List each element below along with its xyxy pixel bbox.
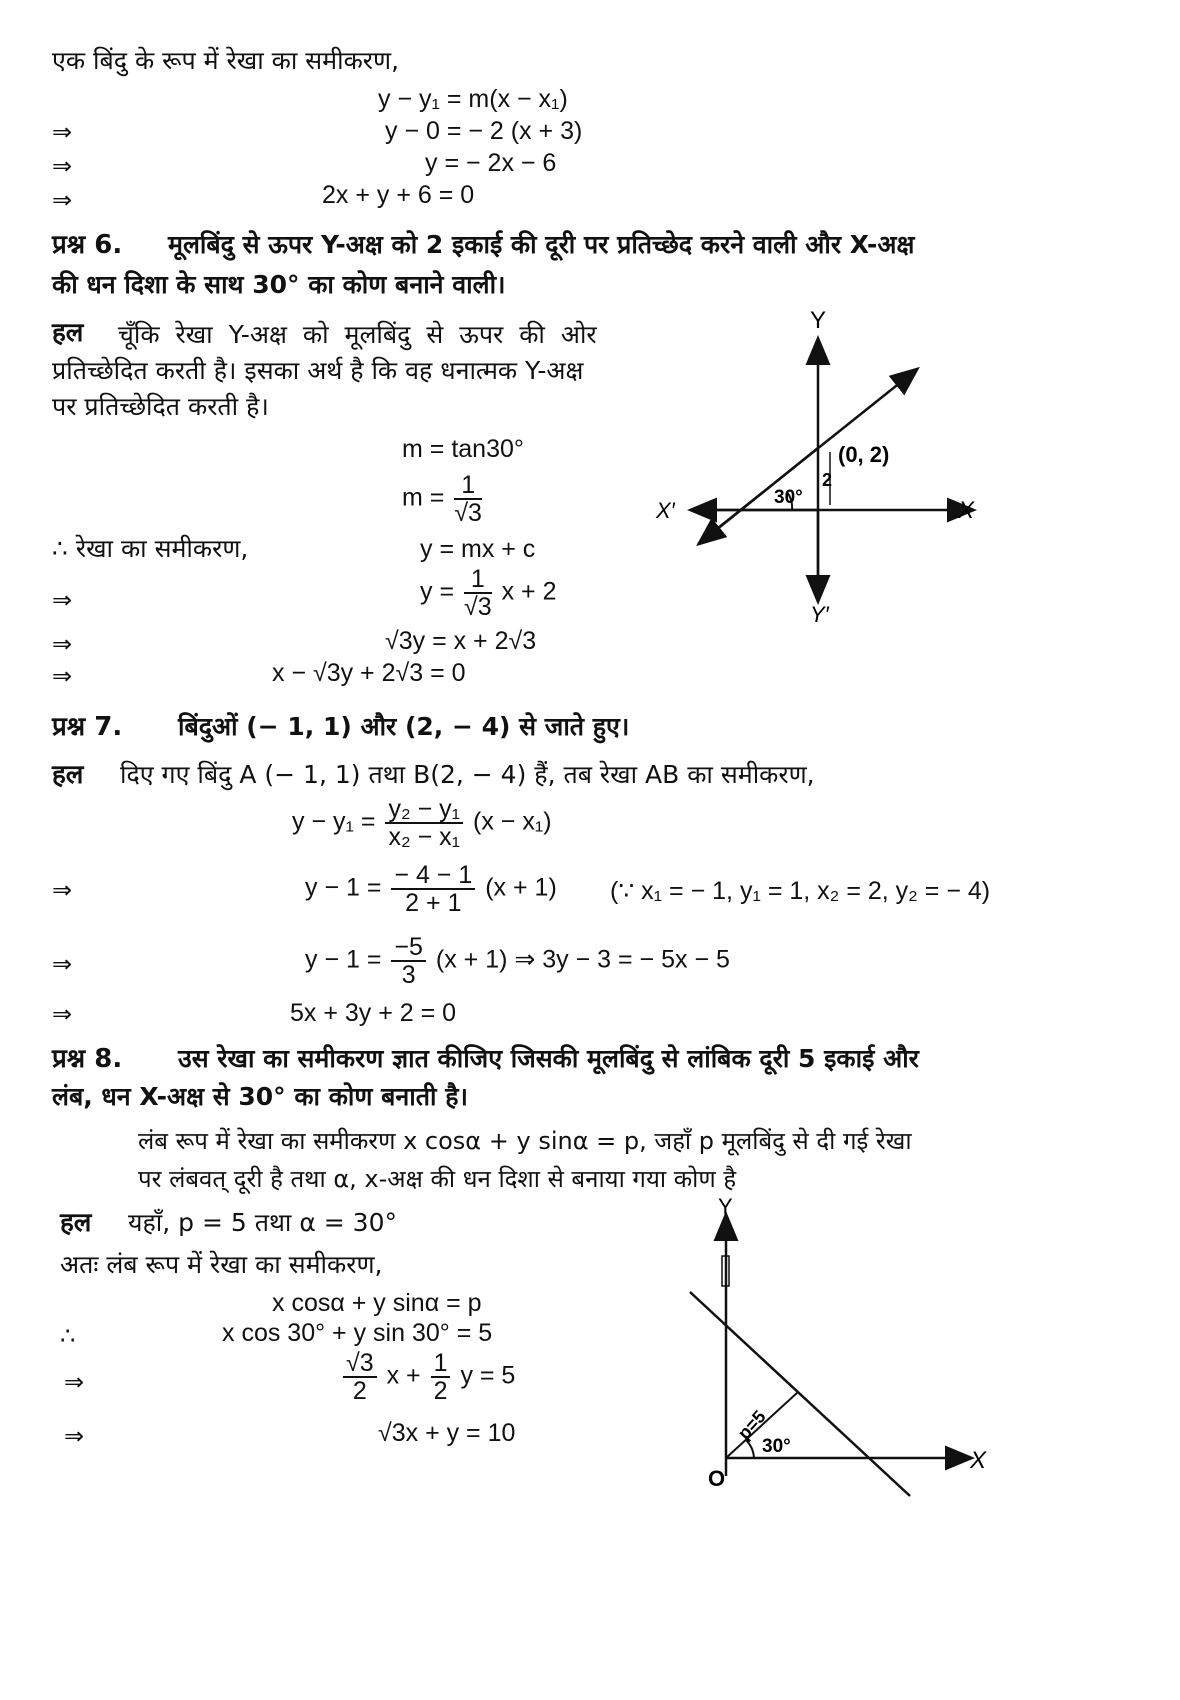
equation: m = tan30°: [402, 435, 524, 463]
equation: y − y₁ = m(x − x₁): [378, 85, 568, 113]
implies-icon: ⇒: [52, 876, 73, 904]
equation: √3y = x + 2√3: [385, 627, 537, 655]
solution-label: हल: [52, 760, 84, 790]
fraction-numerator: y₂ − y₁: [385, 796, 463, 824]
question-text: मूलबिंदु से ऊपर Y-अक्ष को 2 इकाई की दूरी पर प्रतिच्छेद करने वाली और X-अक्ष: [168, 230, 915, 259]
solution-text: दिए गए बिंदु A (− 1, 1) तथा B(2, − 4) हैं, तब रेखा AB का समीकरण,: [120, 760, 815, 789]
solution-label: हल: [60, 1208, 92, 1238]
equation-lhs: y − 1 =: [305, 945, 382, 974]
equation: y = − 2x − 6: [425, 149, 557, 177]
x-axis-label: X: [958, 497, 975, 524]
fraction: [431, 1350, 451, 1404]
implies-icon: ⇒: [64, 1368, 85, 1396]
equation: x cosα + y sinα = p: [272, 1289, 482, 1317]
equation: √3x + y = 10: [378, 1419, 516, 1447]
angle-label: 30°: [762, 1436, 791, 1457]
question-label: प्रश्न 6.: [52, 230, 123, 260]
solution-text: ∴ रेखा का समीकरण,: [52, 534, 249, 563]
implies-icon: ⇒: [52, 1000, 73, 1028]
equation: [340, 1350, 515, 1404]
equation-lhs: y − y₁ =: [292, 807, 376, 836]
fraction-denominator: x₂ − x₁: [388, 823, 461, 851]
fraction: [391, 934, 426, 988]
solution-text: अतः लंब रूप में रेखा का समीकरण,: [60, 1250, 383, 1279]
equation: [292, 796, 552, 850]
equation-rhs: (x − x₁): [473, 807, 552, 836]
solution-text: पर प्रतिच्छेदित करती है।: [52, 392, 269, 421]
fraction: [391, 862, 475, 916]
implies-icon: ⇒: [52, 950, 73, 978]
fraction-numerator: √3: [343, 1350, 377, 1378]
fraction: [464, 566, 492, 620]
fraction-denominator: √3: [464, 593, 492, 621]
question-text: लंब, धन X-अक्ष से 30° का कोण बनाती है।: [52, 1082, 468, 1111]
equation-lhs: m =: [402, 483, 445, 512]
intro-line: एक बिंदु के रूप में रेखा का समीकरण,: [52, 46, 400, 75]
equation: [305, 862, 557, 916]
question-label: प्रश्न 8.: [52, 1044, 123, 1074]
fraction-numerator: 1: [464, 566, 492, 594]
fraction-denominator: 2 + 1: [405, 889, 462, 917]
y-axis-label: Y: [718, 1196, 733, 1219]
equation: 5x + 3y + 2 = 0: [290, 999, 457, 1027]
fraction-denominator: 2: [433, 1377, 448, 1405]
x-neg-label: X′: [656, 498, 675, 523]
equation-rhs: (x + 1) ⇒ 3y − 3 = − 5x − 5: [435, 945, 730, 974]
x-axis-label: X: [970, 1447, 987, 1474]
question-text: उस रेखा का समीकरण ज्ञात कीजिए जिसकी मूलबिंदु से लांबिक दूरी 5 इकाई और: [178, 1044, 919, 1073]
question-label: प्रश्न 7.: [52, 712, 123, 742]
equation: y − 0 = − 2 (x + 3): [385, 117, 583, 145]
equation: 2x + y + 6 = 0: [322, 181, 475, 209]
equation: [402, 472, 485, 526]
implies-icon: ⇒: [52, 118, 73, 146]
equation: x − √3y + 2√3 = 0: [272, 659, 466, 687]
fraction-numerator: 1: [454, 472, 482, 500]
implies-icon: ⇒: [52, 152, 73, 180]
implies-icon: ⇒: [52, 662, 73, 690]
fraction-numerator: 1: [431, 1350, 451, 1378]
fraction-denominator: √3: [454, 499, 482, 527]
p-label: p=5: [733, 1406, 770, 1444]
fraction-numerator: − 4 − 1: [391, 862, 475, 890]
equation-middle: x +: [386, 1361, 421, 1390]
q8-figure: [680, 1196, 1000, 1500]
fraction-denominator: 2: [352, 1377, 367, 1405]
point-label: (0, 2): [838, 442, 890, 467]
fraction: [454, 472, 482, 526]
implies-icon: ⇒: [52, 186, 73, 214]
therefore-icon: ∴: [60, 1322, 76, 1350]
fraction: [343, 1350, 377, 1404]
equation-rhs: y = 5: [460, 1361, 516, 1390]
equation: [305, 934, 730, 988]
solution-text: चूँकि रेखा Y-अक्ष को मूलबिंदु से ऊपर की ओर: [118, 320, 597, 349]
fraction-denominator: 3: [401, 961, 416, 989]
implies-icon: ⇒: [52, 630, 73, 658]
implies-icon: ⇒: [64, 1422, 85, 1450]
solution-label: हल: [52, 318, 84, 348]
equation-rhs: (x + 1): [485, 873, 557, 902]
angle-label: 30°: [774, 487, 803, 508]
implies-icon: ⇒: [52, 586, 73, 614]
solution-text: यहाँ, p = 5 तथा α = 30°: [128, 1208, 397, 1237]
equation-rhs: x + 2: [501, 577, 557, 606]
fraction-numerator: −5: [391, 934, 426, 962]
equation-lhs: y =: [420, 577, 455, 606]
equation-note: (∵ x₁ = − 1, y₁ = 1, x₂ = 2, y₂ = − 4): [610, 877, 991, 905]
equation-lhs: y − 1 =: [305, 873, 382, 902]
y-neg-label: Y′: [810, 602, 829, 627]
equation: y = mx + c: [420, 535, 536, 563]
question-text: बिंदुओं (− 1, 1) और (2, − 4) से जाते हुए।: [178, 712, 630, 741]
question-text: की धन दिशा के साथ 30° का कोण बनाने वाली।: [52, 270, 506, 299]
q6-figure: [650, 300, 990, 630]
origin-label: O: [708, 1466, 726, 1491]
y-axis-label: Y: [810, 307, 827, 334]
solution-text: प्रतिच्छेदित करती है। इसका अर्थ है कि वह धनात्मक Y-अक्ष: [52, 356, 584, 385]
distance-label: 2: [822, 470, 833, 490]
note-text: पर लंबवत् दूरी है तथा α, x-अक्ष की धन दिशा से बनाया गया कोण है: [138, 1165, 737, 1193]
equation: [420, 566, 556, 620]
note-text: लंब रूप में रेखा का समीकरण x cosα + y sinα = p, जहाँ p मूलबिंदु से दी गई रेखा: [138, 1127, 912, 1155]
fraction: [385, 796, 463, 850]
equation: x cos 30° + y sin 30° = 5: [222, 1319, 493, 1347]
